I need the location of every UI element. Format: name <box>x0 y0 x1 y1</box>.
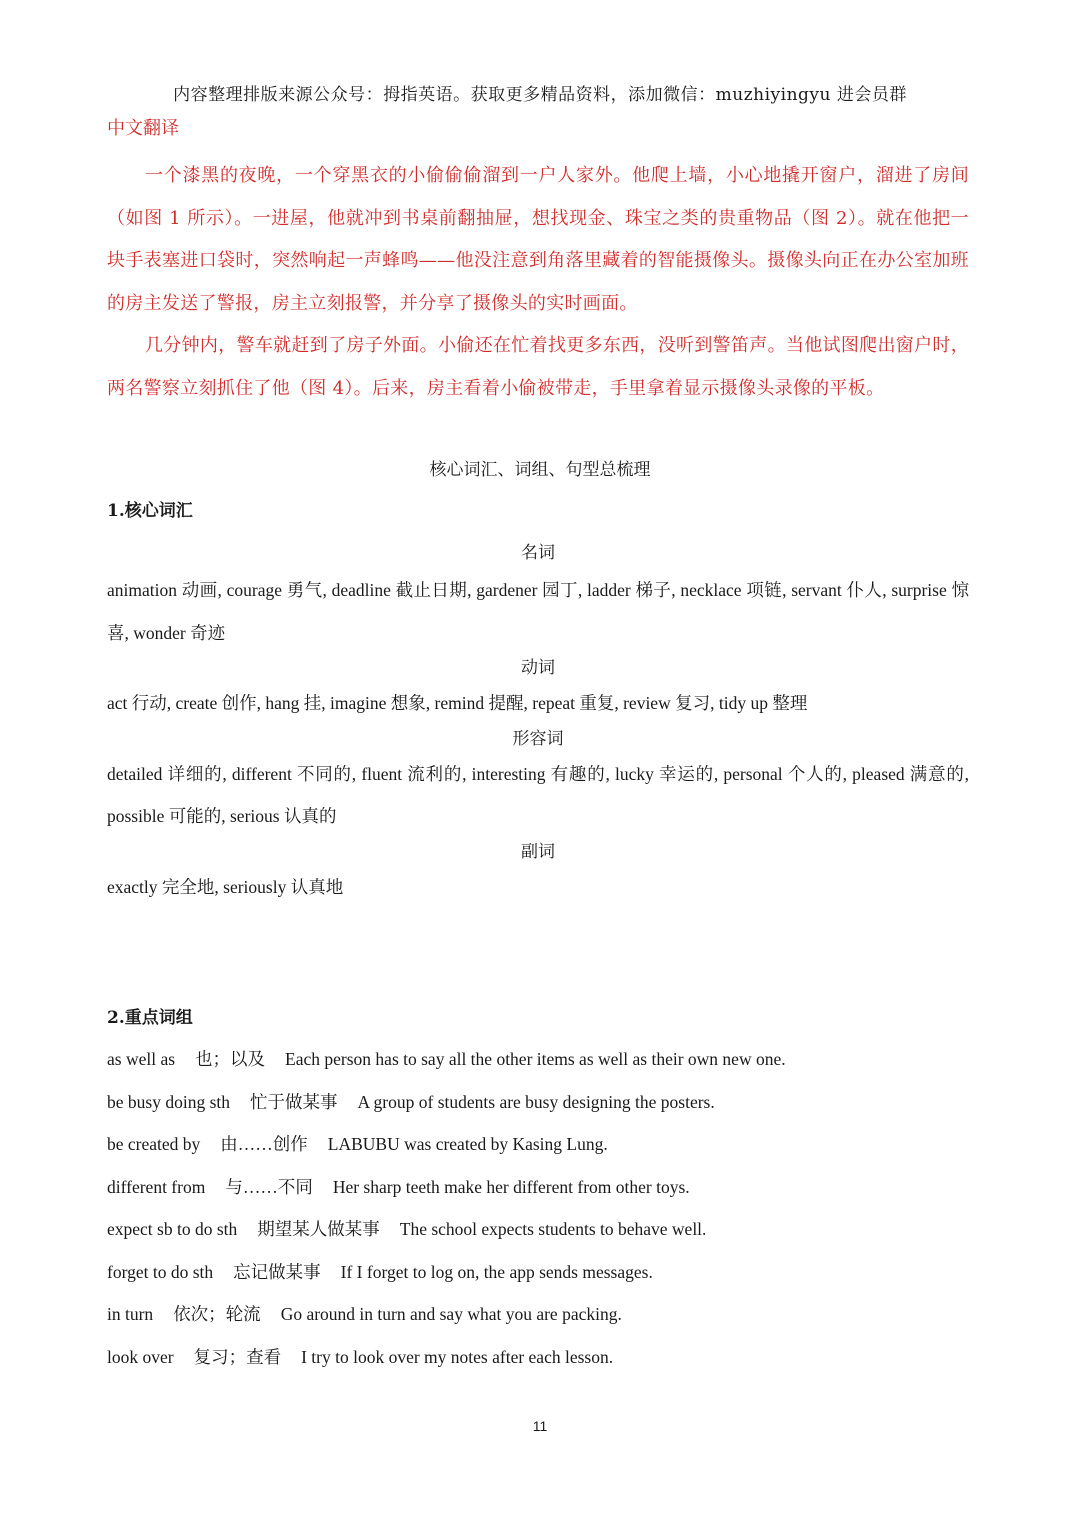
phrase-meaning: 依次；轮流 <box>173 1304 261 1324</box>
phrase-meaning: 与……不同 <box>225 1176 313 1197</box>
header-note: 内容整理排版来源公众号：拇指英语。获取更多精品资料，添加微信：muzhiyingyu 进会员群 <box>173 85 907 105</box>
pos-label-adverb: 副词 <box>521 841 555 862</box>
vocab-title: 1.核心词汇 <box>107 501 193 521</box>
phrase-example: If I forget to log on, the app sends messages. <box>340 1261 653 1282</box>
vocab-list-adverb: exactly 完全地, seriously 认真地 <box>107 876 344 897</box>
phrase-row <box>107 1123 969 1166</box>
translation-title: 中文翻译 <box>107 118 179 139</box>
phrase-row <box>107 1038 969 1081</box>
phrase-row <box>107 1208 969 1251</box>
phrase-meaning: 也；以及 <box>195 1049 266 1069</box>
phrase-example: Go around in turn and say what you are packing. <box>280 1304 622 1324</box>
phrase-meaning: 忘记做某事 <box>233 1261 321 1282</box>
vocab-section <box>107 497 969 908</box>
phrase-row <box>107 1293 969 1336</box>
vocab-list-verb: act 行动, create 创作, hang 挂, imagine 想象, remind 提醒, repeat 重复, review 复习, tidy up 整理 <box>107 693 808 713</box>
phrase-example: The school expects students to behave well. <box>399 1219 707 1239</box>
phrase-term: expect sb to do sth <box>107 1219 238 1239</box>
phrase-list <box>107 1038 969 1378</box>
phrase-meaning: 期望某人做某事 <box>257 1219 380 1239</box>
page-number: 11 <box>532 1418 548 1434</box>
translation-section <box>107 115 969 410</box>
phrase-meaning: 由……创作 <box>220 1134 308 1154</box>
pos-label-adjective: 形容词 <box>512 728 564 749</box>
phrase-term: in turn <box>107 1304 154 1324</box>
phrase-example: Her sharp teeth make her different from other toys. <box>332 1176 690 1197</box>
pos-label-noun: 名词 <box>521 543 555 563</box>
vocab-list-noun: animation 动画, courage 勇气, deadline 截止日期, gardener 园丁, ladder 梯子, necklace 项链, servant 仆人, surprise 惊喜, wonder 奇迹 <box>107 580 969 643</box>
phrase-row <box>107 1166 969 1209</box>
phrase-meaning: 复习；查看 <box>193 1346 282 1367</box>
phrase-example: Each person has to say all the other items as well as their own new one. <box>285 1049 786 1069</box>
phrase-term: as well as <box>107 1049 176 1069</box>
main-heading: 核心词汇、词组、句型总梳理 <box>429 460 651 480</box>
phrase-term: different from <box>107 1176 206 1197</box>
phrase-term: forget to do sth <box>107 1261 214 1282</box>
vocab-list-adjective: detailed 详细的, different 不同的, fluent 流利的, interesting 有趣的, lucky 幸运的, personal 个人的, pleased 满意的, possible 可能的, serious 认真的 <box>107 763 969 826</box>
phrase-term: look over <box>107 1346 174 1367</box>
phrase-row <box>107 1081 969 1124</box>
phrase-example: I try to look over my notes after each lesson. <box>301 1346 614 1367</box>
translation-paragraph: 几分钟内，警车就赶到了房子外面。小偷还在忙着找更多东西，没听到警笛声。当他试图爬出窗户时，两名警察立刻抓住了他（图 4）。后来，房主看着小偷被带走，手里拿着显示摄像头录像的平板。 <box>107 335 969 399</box>
translation-paragraph: 一个漆黑的夜晚，一个穿黑衣的小偷偷偷溜到一户人家外。他爬上墙，小心地撬开窗户，溜进了房间（如图 1 所示）。一进屋，他就冲到书桌前翻抽屉，想找现金、珠宝之类的贵重物品（图 2）。就在他把一块手表塞进口袋时，突然响起一声蜂鸣——他没注意到角落里藏着的智能摄像头。摄像头向正在办公室加班的房主发送了警报，房主立刻报警，并分享了摄像头的实时画面。 <box>107 165 969 314</box>
pos-label-verb: 动词 <box>521 658 555 678</box>
phrase-term: be busy doing sth <box>107 1091 230 1112</box>
phrase-term: be created by <box>107 1134 201 1154</box>
phrase-meaning: 忙于做某事 <box>250 1091 338 1112</box>
phrases-title: 2.重点词组 <box>107 1008 193 1028</box>
phrase-example: LABUBU was created by Kasing Lung. <box>327 1134 608 1154</box>
phrases-section <box>107 1004 969 1378</box>
phrase-example: A group of students are busy designing the posters. <box>357 1091 715 1112</box>
phrase-row <box>107 1251 969 1294</box>
phrase-row <box>107 1336 969 1379</box>
